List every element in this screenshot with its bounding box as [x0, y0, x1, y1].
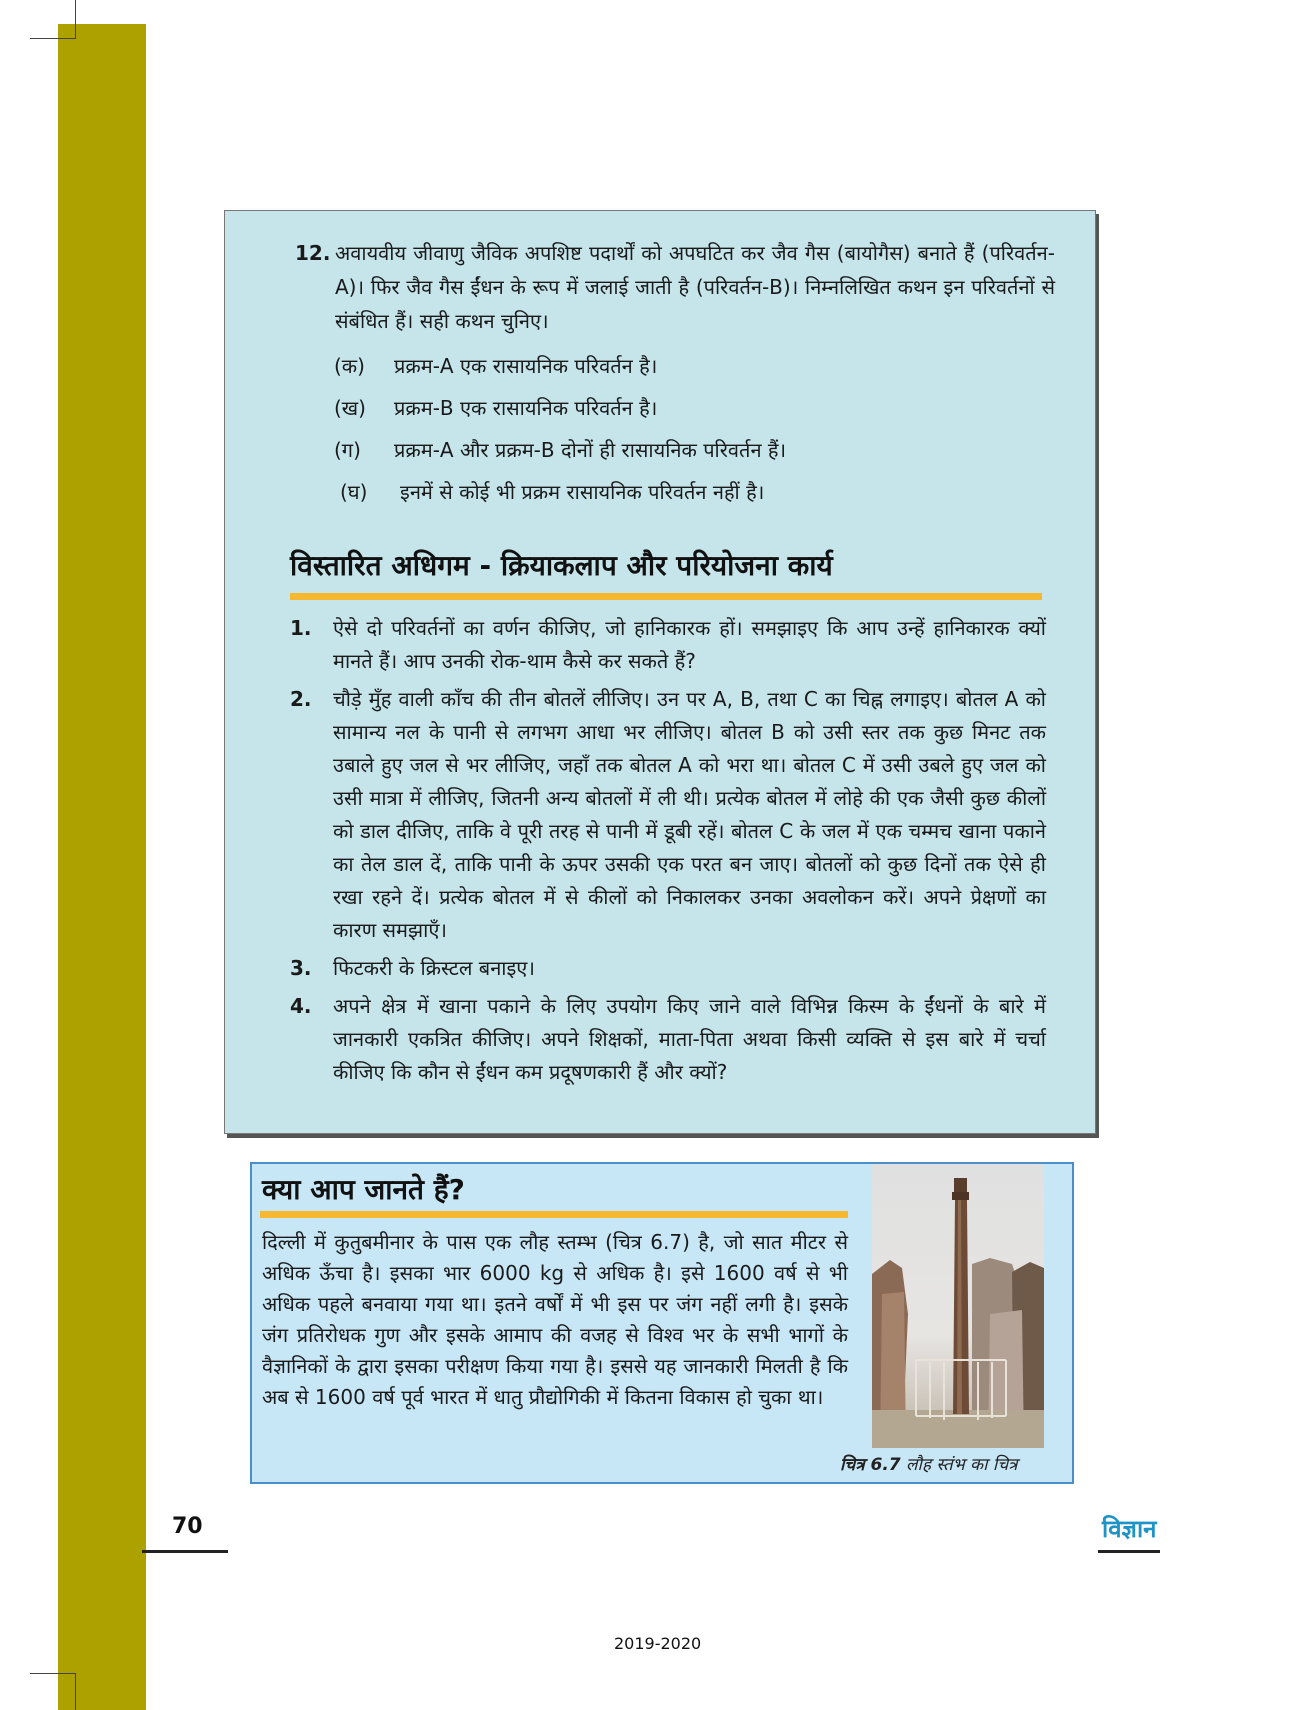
option-text: प्रक्रम-B एक रासायनिक परिवर्तन है।	[394, 396, 658, 420]
option-ka	[334, 351, 657, 381]
side-color-bar	[58, 24, 146, 1710]
item-number: 1.	[290, 616, 312, 640]
crop-mark	[75, 1673, 76, 1710]
figure-caption-text: लौह स्तंभ का चित्र	[906, 1455, 1018, 1475]
page-number-rule	[142, 1550, 228, 1553]
list-item	[290, 990, 1046, 1089]
list-item	[290, 952, 1046, 985]
iron-pillar-photo	[872, 1164, 1044, 1448]
option-ga	[334, 435, 786, 465]
option-label: (ख)	[334, 396, 366, 420]
crop-mark	[75, 0, 76, 38]
did-you-know-title: क्या आप जानते हैं?	[262, 1173, 465, 1206]
page-number: 70	[172, 1514, 203, 1539]
crop-mark	[30, 1673, 76, 1674]
question-text: अवायवीय जीवाणु जैविक अपशिष्ट पदार्थों को अपघटित कर जैव गैस (बायोगैस) बनाते हैं (परिवर्तन-A)। फिर जैव गैस ईंधन के रूप में जलाई जाती है (परिवर्तन-B)। निम्नलिखित कथन इन परिवर्तनों से संबंधित हैं। सही कथन चुनिए।	[335, 241, 1055, 333]
item-number: 2.	[290, 687, 312, 711]
option-label: (क)	[334, 354, 365, 378]
figure-caption	[840, 1452, 1018, 1475]
item-text: चौड़े मुँह वाली काँच की तीन बोतलें लीजिए। उन पर A, B, तथा C का चिह्न लगाइए। बोतल A को सामान्य नल के पानी से लगभग आधा भर लीजिए। बोतल B को उसी स्तर तक कुछ मिनट तक उबाले हुए जल से भर लीजिए, जहाँ तक बोतल A को भरा था। बोतल C में उसी उबले हुए जल को उसी मात्रा में लीजिए, जितनी अन्य बोतलों में ली थी। प्रत्येक बोतल में लोहे की एक जैसी कुछ कीलों को डाल दीजिए, ताकि वे पूरी तरह से पानी में डूबी रहें। बोतल C के जल में एक चम्मच खाना पकाने का तेल डाल दें, ताकि पानी के ऊपर उसकी एक परत बन जाए। बोतलों को कुछ दिनों तक ऐसे ही रखा रहने दें। प्रत्येक बोतल में से कीलों को निकालकर उनका अवलोकन करें। अपने प्रेक्षणों का कारण समझाएँ।	[333, 687, 1046, 942]
heading-underline	[290, 593, 1042, 600]
did-you-know-text: दिल्ली में कुतुबमीनार के पास एक लौह स्तम्भ (चित्र 6.7) है, जो सात मीटर से अधिक ऊँचा है। इसका भार 6000 kg से अधिक है। इसे 1600 वर्ष से भी अधिक पहले बनवाया गया था। इतने वर्षों में भी इस पर जंग नहीं लगी है। इसके जंग प्रतिरोधक गुण और इसके आमाप की वजह से विश्व भर के सभी भागों के वैज्ञानिकों के द्वारा इसका परीक्षण किया गया है। इससे यह जानकारी मिलती है कि अब से 1600 वर्ष पूर्व भारत में धातु प्रौद्योगिकी में कितना विकास हो चुका था।	[262, 1230, 848, 1409]
question-12	[295, 236, 1055, 338]
list-item	[290, 612, 1046, 678]
list-item	[290, 683, 1046, 947]
question-number: 12.	[295, 241, 331, 265]
subject-rule	[1098, 1550, 1160, 1553]
option-label: (घ)	[340, 480, 368, 504]
iron-pillar-illustration	[872, 1164, 1044, 1448]
item-text: अपने क्षेत्र में खाना पकाने के लिए उपयोग किए जाने वाले विभिन्न किस्म के ईंधनों के बारे में जानकारी एकत्रित कीजिए। अपने शिक्षकों, माता-पिता अथवा किसी व्यक्ति से इस बारे में चर्चा कीजिए कि कौन से ईंधन कम प्रदूषणकारी हैं और क्यों?	[333, 994, 1046, 1084]
option-text: प्रक्रम-A एक रासायनिक परिवर्तन है।	[394, 354, 658, 378]
option-text: प्रक्रम-A और प्रक्रम-B दोनों ही रासायनिक परिवर्तन हैं।	[394, 438, 787, 462]
section-heading: विस्तारित अधिगम - क्रियाकलाप और परियोजना कार्य	[290, 549, 833, 582]
subject-name: विज्ञान	[1102, 1515, 1157, 1543]
option-kha	[334, 393, 657, 423]
option-label: (ग)	[334, 438, 361, 462]
item-text: फिटकरी के क्रिस्टल बनाइए।	[333, 956, 535, 980]
title-underline	[260, 1211, 848, 1218]
activity-list	[290, 612, 1046, 1094]
option-text: इनमें से कोई भी प्रक्रम रासायनिक परिवर्तन नहीं है।	[400, 480, 765, 504]
figure-label: चित्र 6.7	[840, 1455, 901, 1475]
option-gha	[340, 477, 764, 507]
edition-year: 2019-2020	[614, 1634, 702, 1653]
crop-mark	[30, 38, 76, 39]
item-number: 3.	[290, 956, 312, 980]
item-number: 4.	[290, 994, 312, 1018]
item-text: ऐसे दो परिवर्तनों का वर्णन कीजिए, जो हानिकारक हों। समझाइए कि आप उन्हें हानिकारक क्यों मानते हैं। आप उनकी रोक-थाम कैसे कर सकते हैं?	[333, 616, 1046, 673]
